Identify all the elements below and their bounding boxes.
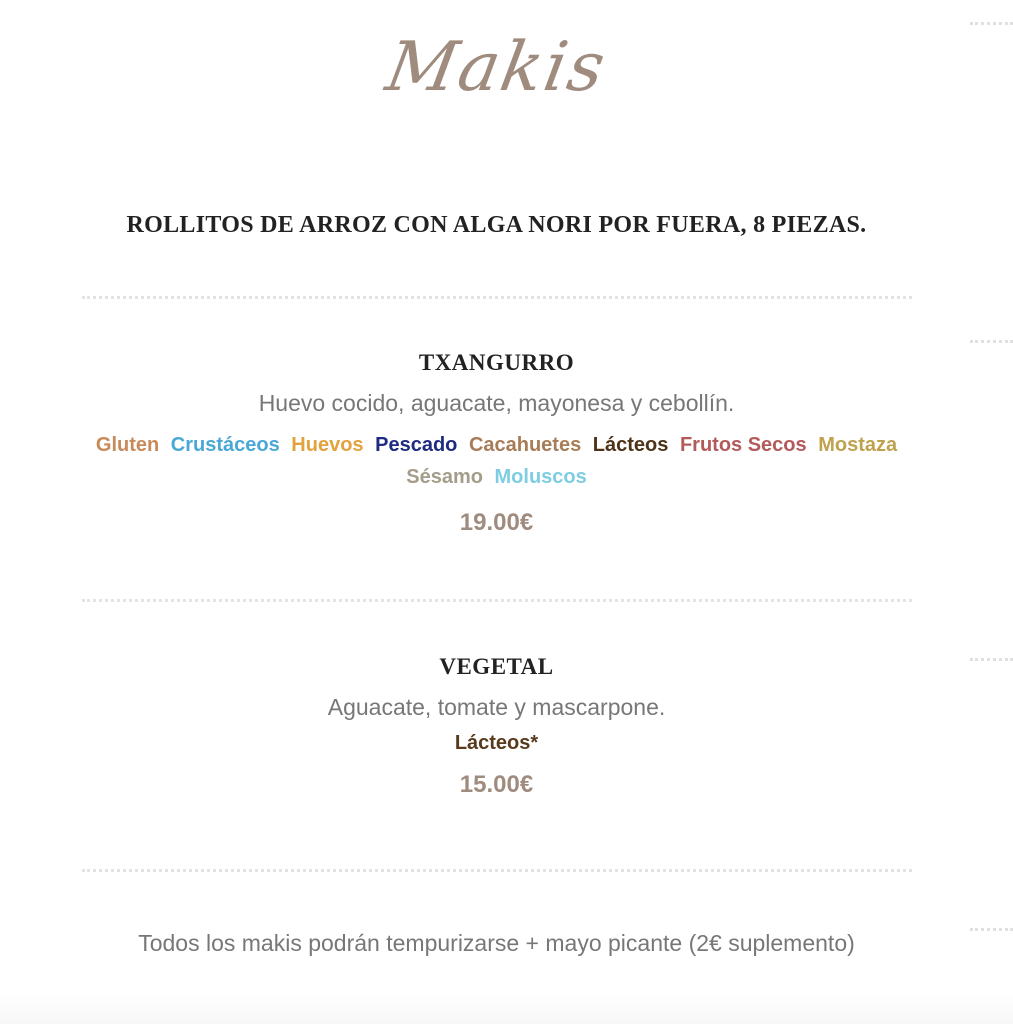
allergen-lacteos: Lácteos	[592, 434, 669, 456]
footer-note: Todos los makis podrán tempurizarse + mayo picante (2€ suplemento)	[138, 930, 855, 956]
allergen-sesamo: Sésamo	[406, 466, 483, 488]
menu-item-vegetal	[0, 654, 993, 799]
allergen-list	[0, 727, 993, 759]
section-subtitle: ROLLITOS DE ARROZ CON ALGA NORI POR FUERA, 8 PIEZAS.	[126, 212, 867, 238]
bottom-fade	[0, 994, 1013, 1024]
allergen-huevos: Huevos	[291, 434, 364, 456]
menu-item-txangurro	[0, 350, 993, 537]
allergen-pescado: Pescado	[375, 434, 458, 456]
dotted-divider	[82, 599, 912, 602]
item-price: 19.00€	[459, 509, 534, 536]
item-description: Huevo cocido, aguacate, mayonesa y cebollín.	[258, 390, 735, 416]
item-name: VEGETAL	[439, 654, 554, 679]
allergen-frutos-secos: Frutos Secos	[679, 434, 807, 456]
allergen-list	[0, 429, 993, 493]
allergen-lacteos: Lácteos*	[454, 732, 539, 754]
item-price: 15.00€	[459, 771, 534, 798]
allergen-moluscos: Moluscos	[494, 466, 587, 488]
section-title: Makis	[380, 28, 613, 107]
dotted-divider	[82, 869, 912, 872]
allergen-mostaza: Mostaza	[818, 434, 898, 456]
item-description: Aguacate, tomate y mascarpone.	[327, 694, 666, 720]
allergen-crustaceos: Crustáceos	[170, 434, 280, 456]
item-name: TXANGURRO	[418, 350, 575, 375]
side-divider	[970, 22, 1013, 25]
side-divider	[970, 340, 1013, 343]
allergen-gluten: Gluten	[95, 434, 160, 456]
allergen-cacahuetes: Cacahuetes	[468, 434, 582, 456]
dotted-divider	[82, 296, 912, 299]
